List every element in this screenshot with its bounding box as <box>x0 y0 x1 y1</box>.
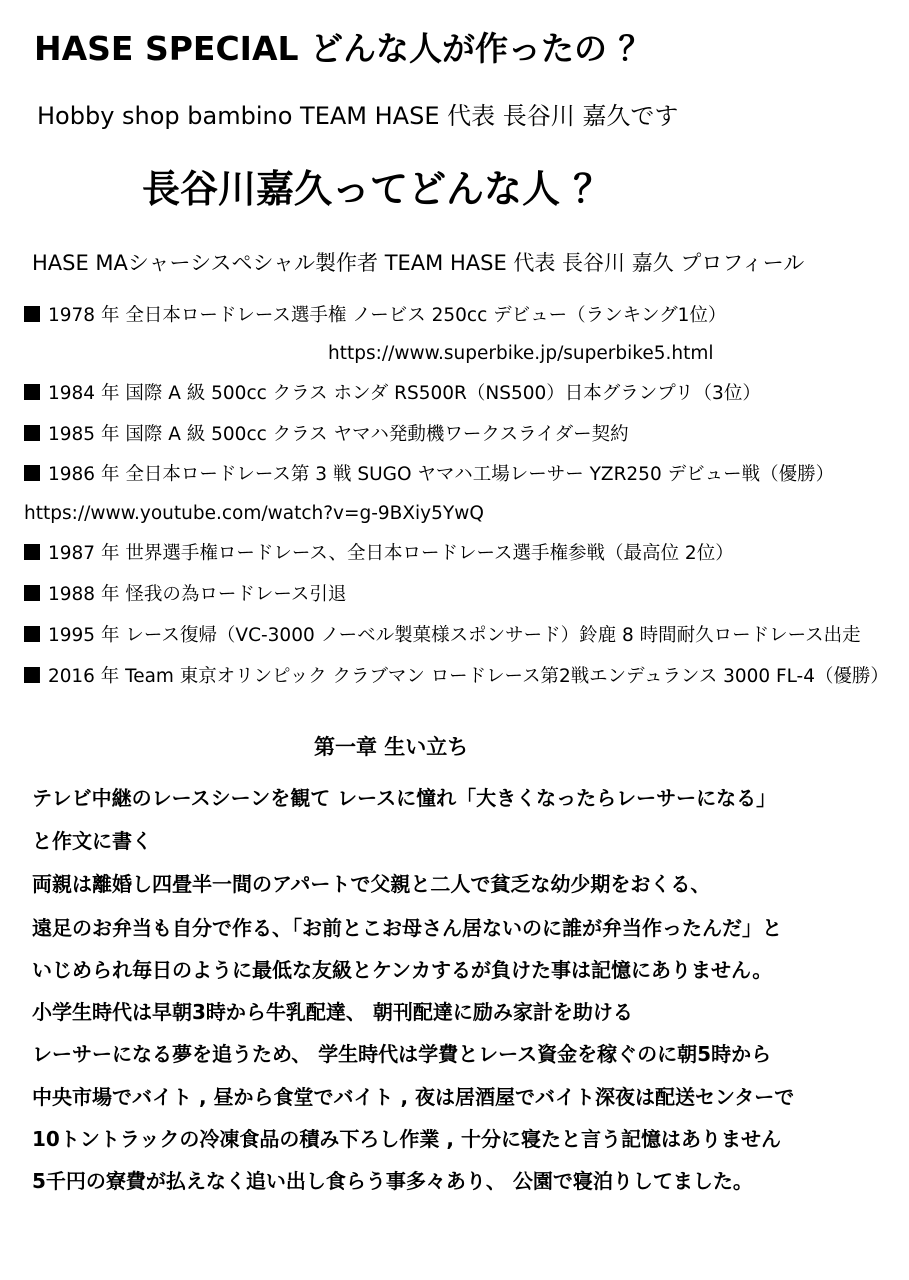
body-line: と作文に書く <box>32 829 152 853</box>
bullet-square-icon <box>24 384 40 400</box>
body-line: 両親は離婚し四畳半一間のアパートで父親と二人で貧乏な幼少期をおくる、 <box>32 872 711 896</box>
body-line: 5千円の寮費が払えなく追い出し食らう事多々あり、 公園で寝泊りしてました。 <box>32 1169 753 1193</box>
profile-heading: HASE MAシャーシスペシャル製作者 TEAM HASE 代表 長谷川 嘉久 プロフィール <box>32 251 805 275</box>
bullet-square-icon <box>24 465 40 481</box>
bullet-square-icon <box>24 585 40 601</box>
body-line: 中央市場でバイト , 昼から食堂でバイト , 夜は居酒屋でバイト深夜は配送センターで <box>32 1085 795 1109</box>
page-title: HASE SPECIAL どんな人が作ったの ？ <box>34 29 652 68</box>
chapter-title: 第一章 生い立ち <box>314 735 469 759</box>
body-line: テレビ中継のレースシーンを観て レースに憧れ「大きくなったらレーサーになる」 <box>32 786 777 810</box>
profile-item <box>24 544 734 564</box>
bullet-square-icon <box>24 626 40 642</box>
body-line: いじめられ毎日のように最低な友級とケンカするが負けた事は記憶にありません。 <box>32 958 773 982</box>
subtitle: Hobby shop bambino TEAM HASE 代表 長谷川 嘉久です <box>37 102 679 130</box>
profile-item <box>24 425 629 445</box>
body-line: 10トントラックの冷凍食品の積み下ろし作業 , 十分に寝たと言う記憶はありません <box>32 1127 781 1151</box>
body-line: レーサーになる夢を追うため、 学生時代は学費とレース資金を稼ぐのに朝5時から <box>32 1042 772 1066</box>
profile-item <box>24 384 761 404</box>
profile-item-text: 1984 年 国際 A 級 500cc クラス ホンダ RS500R（NS500）日本グランプリ（3位） <box>48 383 761 404</box>
profile-item-text: 1988 年 怪我の為ロードレース引退 <box>48 584 347 605</box>
body-line: 小学生時代は早朝3時から牛乳配達、 朝刊配達に励み家計を助ける <box>32 1000 633 1024</box>
question-heading: 長谷川嘉久ってどんな人 ？ <box>142 167 612 211</box>
profile-item-text: 1987 年 世界選手権ロードレース、全日本ロードレース選手権参戦（最高位 2位） <box>48 543 734 564</box>
profile-item-text: 1986 年 全日本ロードレース第 3 戦 SUGO ヤマハ工場レーサー YZR250 デビュー戦（優勝） <box>48 464 835 485</box>
bullet-square-icon <box>24 544 40 560</box>
profile-item <box>24 626 861 646</box>
profile-item-text: 2016 年 Team 東京オリンピック クラブマン ロードレース第2戦エンデュランス 3000 FL-4（優勝） <box>47 666 889 687</box>
profile-item-text: 1995 年 レース復帰（VC-3000 ノーベル製菓様スポンサード）鈴鹿 8 時間耐久ロードレース出走 <box>48 625 861 646</box>
profile-item-text: 1978 年 全日本ロードレース選手権 ノービス 250cc デビュー（ランキング1位） <box>48 305 727 326</box>
profile-item <box>24 667 889 687</box>
bullet-square-icon <box>24 425 40 441</box>
body-line: 遠足のお弁当も自分で作る、「お前とこお母さん居ないのに誰が弁当作ったんだ」と <box>32 916 782 940</box>
youtube-link[interactable]: https://www.youtube.com/watch?v=g-9BXiy5YwQ <box>24 503 484 524</box>
profile-item <box>24 585 346 605</box>
bullet-square-icon <box>24 667 40 683</box>
profile-item-text: 1985 年 国際 A 級 500cc クラス ヤマハ発動機ワークスライダー契約 <box>48 424 629 445</box>
bullet-square-icon <box>24 306 40 322</box>
superbike-link[interactable]: https://www.superbike.jp/superbike5.html <box>328 343 714 364</box>
profile-item <box>24 465 834 485</box>
profile-item <box>24 306 726 326</box>
